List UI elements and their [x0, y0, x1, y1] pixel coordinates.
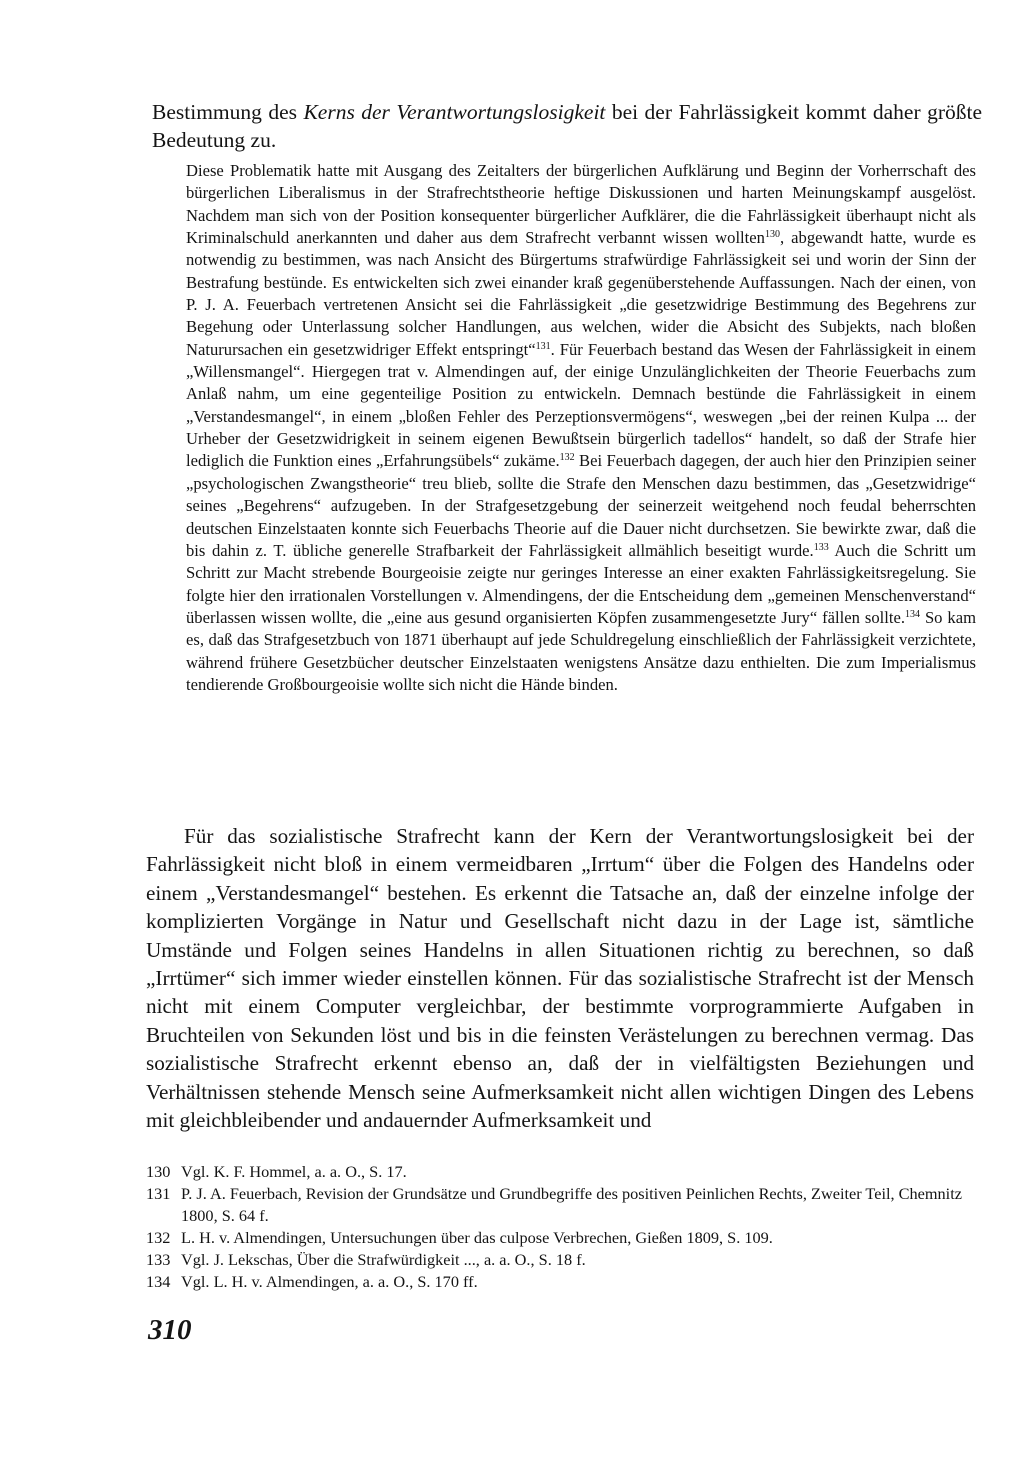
footnote-number: 132	[146, 1228, 171, 1247]
footnote-text: L. H. v. Almendingen, Untersuchungen über das culpose Verbrechen, Gießen 1809, S. 109.	[181, 1228, 773, 1247]
main-paragraph: Für das sozialistische Strafrecht kann der Kern der Verantwortungslosigkeit bei der Fahrlässigkeit nicht bloß in einem vermeidbaren „Irrtum“ über die Folgen des Handelns oder einem „Verstandesmangel“ bestehen. Es erkennt die Tatsache an, daß der einzelne infolge der komplizierten Vorgänge in Natur und Gesellschaft nicht dazu in der Lage ist, sämtliche Umstände und Folgen seines Handelns in allen Situationen richtig zu berechnen, so daß „Irrtümer“ sich immer wieder einstellen können. Für das sozialistische Strafrecht ist der Mensch nicht mit einem Computer vergleichbar, der bestimmte vorprogrammierte Aufgaben in Bruchteilen von Sekunden löst und bis in die feinsten Verästelungen zu berechnen vermag. Das sozialistische Strafrecht erkennt ebenso an, daß der in vielfältigsten Beziehungen und Verhältnissen stehende Mensch seine Aufmerksamkeit nicht allen wichtigen Dingen des Lebens mit gleichbleibender und andauernder Aufmerksamkeit und	[146, 824, 974, 1133]
footnote-text: P. J. A. Feuerbach, Revision der Grundsätze und Grundbegriffe des positiven Peinlichen Rechts, Zweiter Teil, Chemnitz 1800, S. 64 f.	[181, 1184, 962, 1225]
excursus-segment: . Für Feuerbach bestand das Wesen der Fahrlässigkeit in einem „Willensmangel“. Hiergegen trat v. Almendingen auf, der einige Unzulänglichkeiten der Theorie Feuerbachs zum Anlaß nahm, um eine gegenteilige Position zu entwickeln. Demnach bestünde die Fahrlässigkeit in einem „Verstandesmangel“, in einem „bloßen Fehler des Perzeptionsvermögens“, weswegen „bei der reinen Kulpa ... der Urheber der Gesetzwidrigkeit in seinem eigenen Bewußtsein bürgerlich tadellos“ handelt, so daß der Strafe hier lediglich die Funktion eines „Erfahrungsübels“ zukäme.	[186, 339, 976, 471]
intro-text-start: Bestimmung des	[152, 100, 304, 124]
footnote-ref: 134	[904, 608, 920, 620]
footnote-number: 133	[146, 1250, 171, 1269]
footnote-text: Vgl. L. H. v. Almendingen, a. a. O., S. 170 ff.	[181, 1272, 478, 1291]
footnotes	[146, 1161, 976, 1293]
excursus-segment: Diese Problematik hatte mit Ausgang des Zeitalters der bürgerlichen Aufklärung und Beginn der Vorherrschaft des bürgerlichen Liberalismus in der Strafrechtstheorie heftige Diskussionen und harten Meinungskampf ausgelöst. Nachdem man sich von der Position konsequenter bürgerlicher Aufklärer, die die Fahrlässigkeit überhaupt nicht als Kriminalschuld anerkannten und daher aus dem Strafrecht verbannt wissen wollten	[186, 161, 976, 248]
excursus-segment: , abgewandt hatte, wurde es notwendig zu bestimmen, was nach Ansicht des Bürgertums strafwürdige Fahrlässigkeit sei und worin der Sinn der Bestrafung bestünde. Es entwickelten sich zwei einander kraß gegenüberstehende Auffassungen. Nach der einen, von P. J. A. Feuerbach vertretenen Ansicht sei die Fahrlässigkeit „die gesetzwidrige Bestimmung des Begehrens zur Begehung oder Unterlassung solcher Handlungen, aus welchen, wider die Absicht des Subjekts, nach bloßen Naturursachen ein gesetzwidriger Effekt entspringt“	[186, 228, 976, 359]
intro-text-end: bei der Fahrlässigkeit kommt daher größte Bedeutung zu.	[152, 100, 983, 152]
footnote-number: 131	[146, 1184, 171, 1203]
footnote	[146, 1271, 976, 1293]
footnote-ref: 133	[813, 541, 829, 553]
footnote-number: 134	[146, 1272, 171, 1291]
footnote-ref: 131	[535, 340, 551, 352]
excursus-segment: Bei Feuerbach dagegen, der auch hier den Prinzipien seiner „psychologischen Zwangstheorie“ treu blieb, sollte die Strafe den Menschen dazu bestimmen, das „Gesetzwidrige“ seines „Begehrens“ aufzugeben. In der Strafgesetzgebung der seinerzeit weitgehend noch feudal beherrschten deutschen Einzelstaaten konnte sich Feuerbachs Theorie auf die Dauer nicht durchsetzen. Sie bewirkte zwar, daß die bis dahin z. T. übliche generelle Strafbarkeit der Fahrlässigkeit allmählich beseitigt wurde.	[186, 451, 976, 560]
page-number: 310	[148, 1314, 192, 1346]
excursus-segment: Auch die Schritt um Schritt zur Macht strebende Bourgeoisie zeigte nur geringes Interesse an einer exakten Fahrlässigkeitsregelung. Sie folgte hier den irrationalen Vorstellungen v. Almendingens, der die Entscheidung dem „gemeinen Menschenverstand“ überlassen wissen wollte, die „eine aus gesund organisierten Köpfen zusammengesetzte Jury“ fällen sollte.	[186, 540, 977, 627]
excursus-segment: So kam es, daß das Strafgesetzbuch von 1871 überhaupt auf jede Schuldregelung einschließlich der Fahrlässigkeit verzichtete, während frühere Gesetzbücher deutscher Einzelstaaten wenigstens Ansätze dazu enthielten. Die zum Imperialismus tendierende Großbourgeoisie wollte sich nicht die Hände binden.	[186, 607, 976, 694]
footnote	[146, 1249, 976, 1271]
footnote	[146, 1161, 976, 1183]
footnote	[146, 1183, 976, 1227]
footnote-text: Vgl. K. F. Hommel, a. a. O., S. 17.	[181, 1162, 407, 1181]
footnote-ref: 130	[764, 229, 780, 241]
footnote-number: 130	[146, 1162, 171, 1181]
footnote-text: Vgl. J. Lekschas, Über die Strafwürdigkeit ..., a. a. O., S. 18 f.	[181, 1250, 586, 1269]
historical-excursus	[186, 160, 976, 696]
intro-emphasis: Kerns der Verantwortungslosigkeit	[303, 100, 606, 124]
intro-paragraph	[152, 98, 982, 154]
footnote	[146, 1227, 976, 1249]
footnote-ref: 132	[559, 452, 575, 464]
